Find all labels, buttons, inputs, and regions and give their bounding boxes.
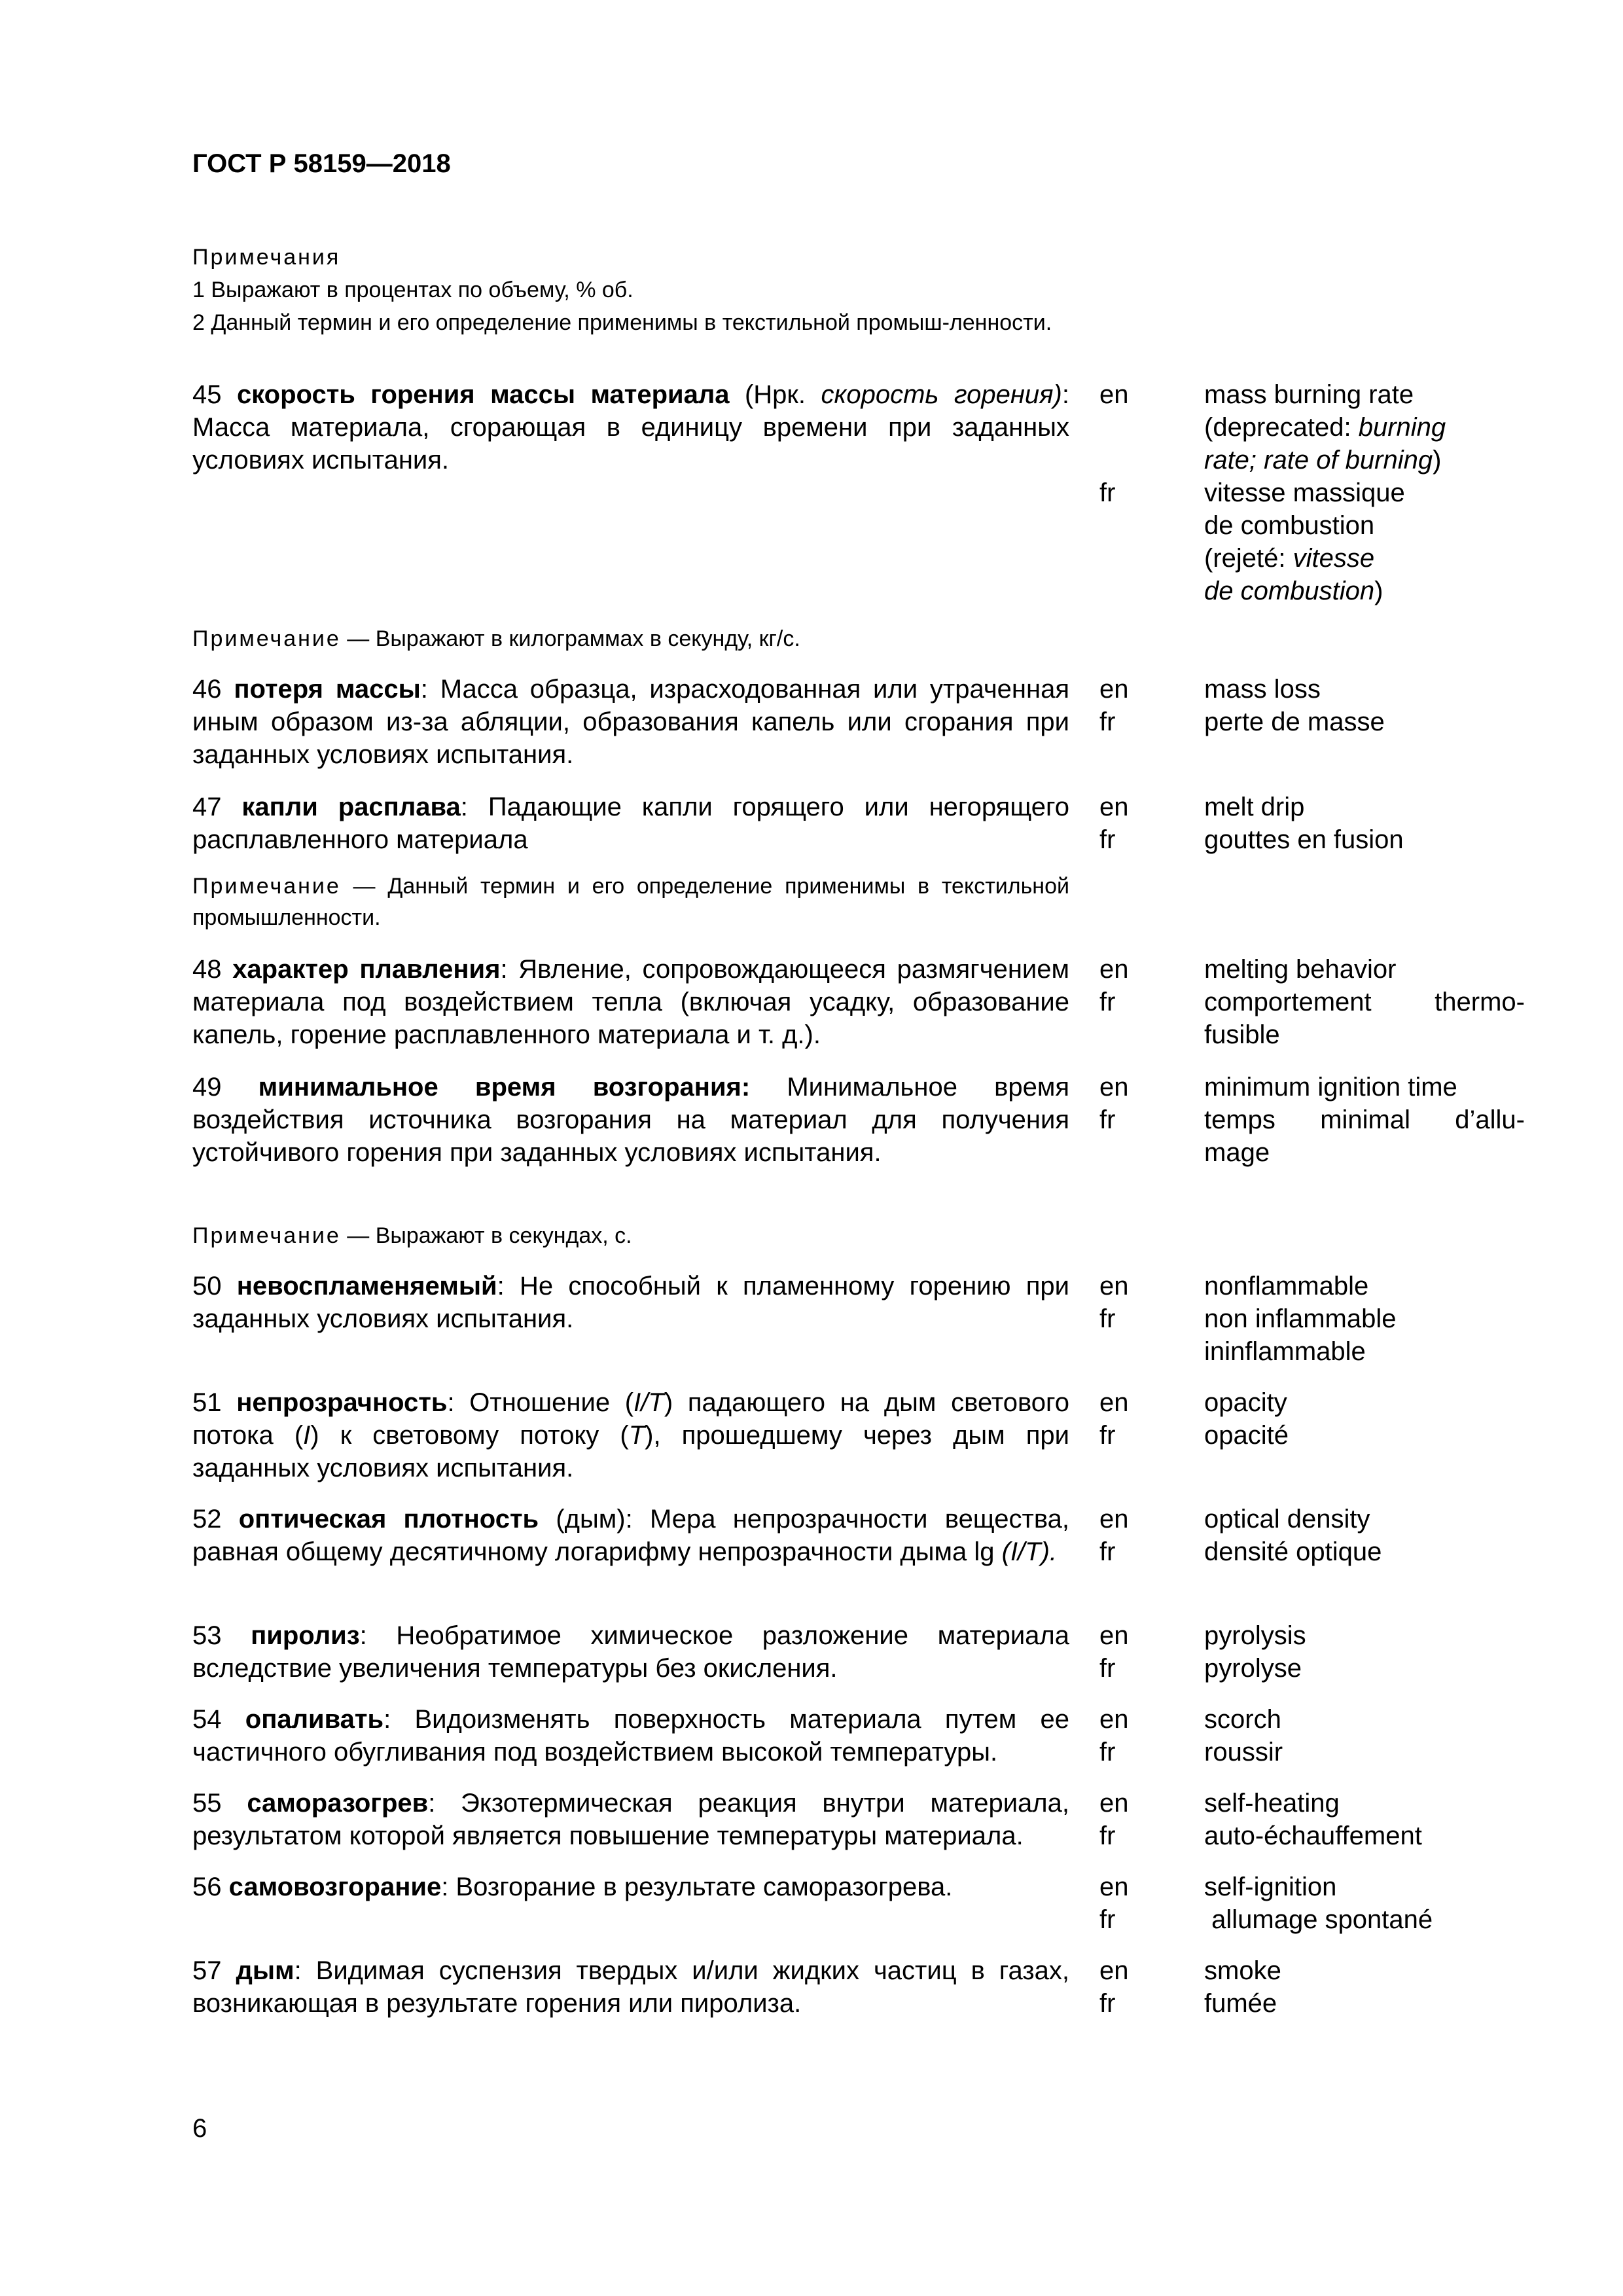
term-name: капли расплава [241,793,461,821]
term-number: 52 [192,1505,222,1534]
notes-block [192,241,1069,339]
lang-code-en: en [1099,1705,1129,1734]
term-definition: : Возгорание в результате саморазогрева. [441,1873,953,1901]
french-equivalent [1204,986,1525,1051]
note-47 [192,870,1069,933]
term-definition: : Падающие капли горящего или негорящего расплавленного материала [192,793,1069,854]
term-number: 50 [192,1272,222,1300]
term-entry-47 [192,791,1069,856]
term-number: 45 [192,380,222,409]
french-equivalent [1204,1103,1525,1169]
french-equivalent: auto-échauffement [1204,1821,1422,1850]
lang-code-en: en [1099,380,1129,409]
lang-code-fr: fr [1099,478,1116,507]
term-definition: : Отношение ( [447,1388,634,1417]
eq-line: mage [1204,1138,1270,1167]
note-49 [192,1220,1069,1251]
eq-line: de combustion [1204,511,1375,540]
formula-symbol: T [628,1421,645,1450]
lang-code-fr: fr [1099,825,1116,854]
lang-code-fr: fr [1099,1989,1116,2018]
eq-line: (rejeté: vitesse [1204,544,1375,573]
term-number: 48 [192,955,222,984]
eq-line: fusible [1204,1020,1280,1049]
lang-code-en: en [1099,1873,1129,1901]
lang-code-fr: fr [1099,1821,1116,1850]
term-entry-51 [192,1386,1069,1484]
term-entry-46 [192,673,1069,771]
term-definition: ) падающего на дым светового потока ( [192,1388,1069,1450]
lang-code-en: en [1099,1073,1129,1102]
term-number: 49 [192,1073,222,1102]
eq-line: mass burning rate [1204,380,1414,409]
term-name: потеря массы [234,675,421,704]
lang-code-fr: fr [1099,1304,1116,1333]
page-number: 6 [192,2114,207,2143]
english-equivalent: pyrolysis [1204,1621,1306,1650]
formula-symbol: I [303,1421,311,1450]
english-equivalent: melting behavior [1204,955,1397,984]
term-name: самовозгорание [228,1873,442,1901]
lang-code-fr: fr [1099,1421,1116,1450]
english-equivalent [1204,378,1525,476]
term-number: 46 [192,675,222,704]
term-definition: (дым): Мера непрозрачности вещества, равная общему десятичному логарифму непрозрачности дыма lg [192,1505,1069,1566]
french-equivalent [1204,476,1525,607]
lang-code-en: en [1099,1789,1129,1818]
term-entry-54 [192,1703,1069,1768]
english-equivalent: nonflammable [1204,1272,1369,1300]
term-name: характер плавления [232,955,501,984]
term-definition: : Экзотермическая реакция внутри материала, результатом которой является повышение температуры материала. [192,1789,1069,1850]
lang-code-en: en [1099,955,1129,984]
french-equivalent: perte de masse [1204,708,1385,736]
french-equivalent: densité optique [1204,1537,1382,1566]
lang-code-fr: fr [1099,1905,1116,1934]
term-number: 54 [192,1705,222,1734]
eq-line: de combustion) [1204,577,1383,605]
eq-italic: rate; rate of burning [1204,446,1433,475]
lang-code-en: en [1099,675,1129,704]
lang-code-fr: fr [1099,988,1116,1016]
lang-code-en: en [1099,1956,1129,1985]
note-item-1: 1 Выражают в процентах по объему, % об. [192,278,633,302]
english-equivalent: melt drip [1204,793,1305,821]
term-name: непрозрачность [236,1388,448,1417]
english-equivalent: mass loss [1204,675,1321,704]
formula-symbol: I/T [633,1388,664,1417]
term-number: 56 [192,1873,222,1901]
term-aside: (Нрк. [729,380,821,409]
term-entry-57 [192,1954,1069,2020]
term-entry-52 [192,1503,1069,1568]
term-name: минимальное время возгорания: [258,1073,751,1102]
french-equivalent: gouttes en fusion [1204,825,1404,854]
term-number: 51 [192,1388,222,1417]
french-equivalent [1204,1302,1525,1368]
term-definition: : Масса материала, сгорающая в единицу времени при заданных условиях испытания. [192,380,1069,475]
formula-symbol: (I/T). [1001,1537,1058,1566]
term-definition: : Видоизменять поверхность материала путем ее частичного обугливания под воздействием высокой температуры. [192,1705,1069,1767]
document-header: ГОСТ Р 58159—2018 [192,149,451,178]
eq-italic: de combustion [1204,577,1375,605]
note-45 [192,623,1069,655]
term-name: опаливать [245,1705,384,1734]
deprecated-term: скорость горения) [821,380,1062,409]
term-definition: : Видимая суспензия твердых и/или жидких частиц в газах, возникающая в результате горения или пиролиза. [192,1956,1069,2018]
term-name: пиролиз [251,1621,360,1650]
english-equivalent: opacity [1204,1388,1287,1417]
term-definition: ), прошедшему через дым при заданных условиях испытания. [192,1421,1069,1482]
lang-code-en: en [1099,1505,1129,1534]
eq-line: vitesse massique [1204,478,1405,507]
eq-line: rate; rate of burning) [1204,446,1442,475]
french-equivalent: opacité [1204,1421,1289,1450]
lang-code-en: en [1099,1621,1129,1650]
eq-line: comportement thermo- [1204,988,1525,1016]
french-equivalent: allumage spontané [1204,1905,1433,1934]
note-label: Примечание [192,874,341,899]
french-equivalent: fumée [1204,1989,1277,2018]
term-definition: Минимальное время воздействия источника возгорания на материал для получения устойчивого горения при заданных условиях испытания. [192,1073,1069,1167]
lang-code-en: en [1099,793,1129,821]
note-text: — Выражают в килограммах в секунду, кг/с. [340,626,800,651]
lang-code-fr: fr [1099,1537,1116,1566]
term-entry-50 [192,1270,1069,1335]
term-name: дым [236,1956,294,1985]
eq-line: (deprecated: burning [1204,413,1446,442]
term-definition: : Явление, сопровождающееся размягчением материала под воздействием тепла (включая усадку, образование капель, горение расплавленного материала и т. д.). [192,955,1069,1049]
english-equivalent: self-ignition [1204,1873,1337,1901]
lang-code-fr: fr [1099,1654,1116,1683]
eq-line: ininflammable [1204,1337,1366,1366]
term-definition: : Масса образца, израсходованная или утраченная иным образом из-за абляции, образования капель или сгорания при заданных условиях испытания. [192,675,1069,769]
term-entry-49 [192,1071,1069,1169]
term-entry-53 [192,1619,1069,1685]
term-definition: ) к световому потоку ( [310,1421,629,1450]
english-equivalent: minimum ignition time [1204,1073,1457,1102]
lang-code-en: en [1099,1388,1129,1417]
french-equivalent: pyrolyse [1204,1654,1302,1683]
eq-italic: burning [1358,413,1446,442]
note-label: Примечание [192,1223,341,1248]
term-definition: : Не способный к пламенному горению при заданных условиях испытания. [192,1272,1069,1333]
term-number: 55 [192,1789,222,1818]
english-equivalent: self-heating [1204,1789,1340,1818]
lang-code-fr: fr [1099,1105,1116,1134]
english-equivalent: smoke [1204,1956,1281,1985]
term-name: саморазогрев [247,1789,429,1818]
term-number: 57 [192,1956,222,1985]
note-item-2: 2 Данный термин и его определение применимы в текстильной промыш-ленности. [192,310,1052,335]
english-equivalent: optical density [1204,1505,1370,1534]
notes-heading: Примечания [192,245,341,270]
english-equivalent: scorch [1204,1705,1281,1734]
note-label: Примечание [192,626,341,651]
note-text: — Данный термин и его определение применимы в текстильной промышленности. [192,874,1069,930]
lang-code-fr: fr [1099,1738,1116,1767]
term-entry-55 [192,1787,1069,1852]
term-name: невоспламеняемый [236,1272,497,1300]
term-number: 47 [192,793,222,821]
eq-line: non inflammable [1204,1304,1397,1333]
eq-italic: vitesse [1293,544,1375,573]
term-name: скорость горения массы материала [236,380,730,409]
note-text: — Выражают в секундах, с. [340,1223,632,1248]
term-name: оптическая плотность [238,1505,539,1534]
lang-code-fr: fr [1099,708,1116,736]
term-entry-45 [192,378,1069,476]
term-entry-48 [192,953,1069,1051]
term-entry-56 [192,1871,1069,1903]
french-equivalent: roussir [1204,1738,1283,1767]
lang-code-en: en [1099,1272,1129,1300]
term-definition: : Необратимое химическое разложение материала вследствие увеличения температуры без окисления. [192,1621,1069,1683]
eq-line: temps minimal d’allu- [1204,1105,1525,1134]
term-number: 53 [192,1621,222,1650]
